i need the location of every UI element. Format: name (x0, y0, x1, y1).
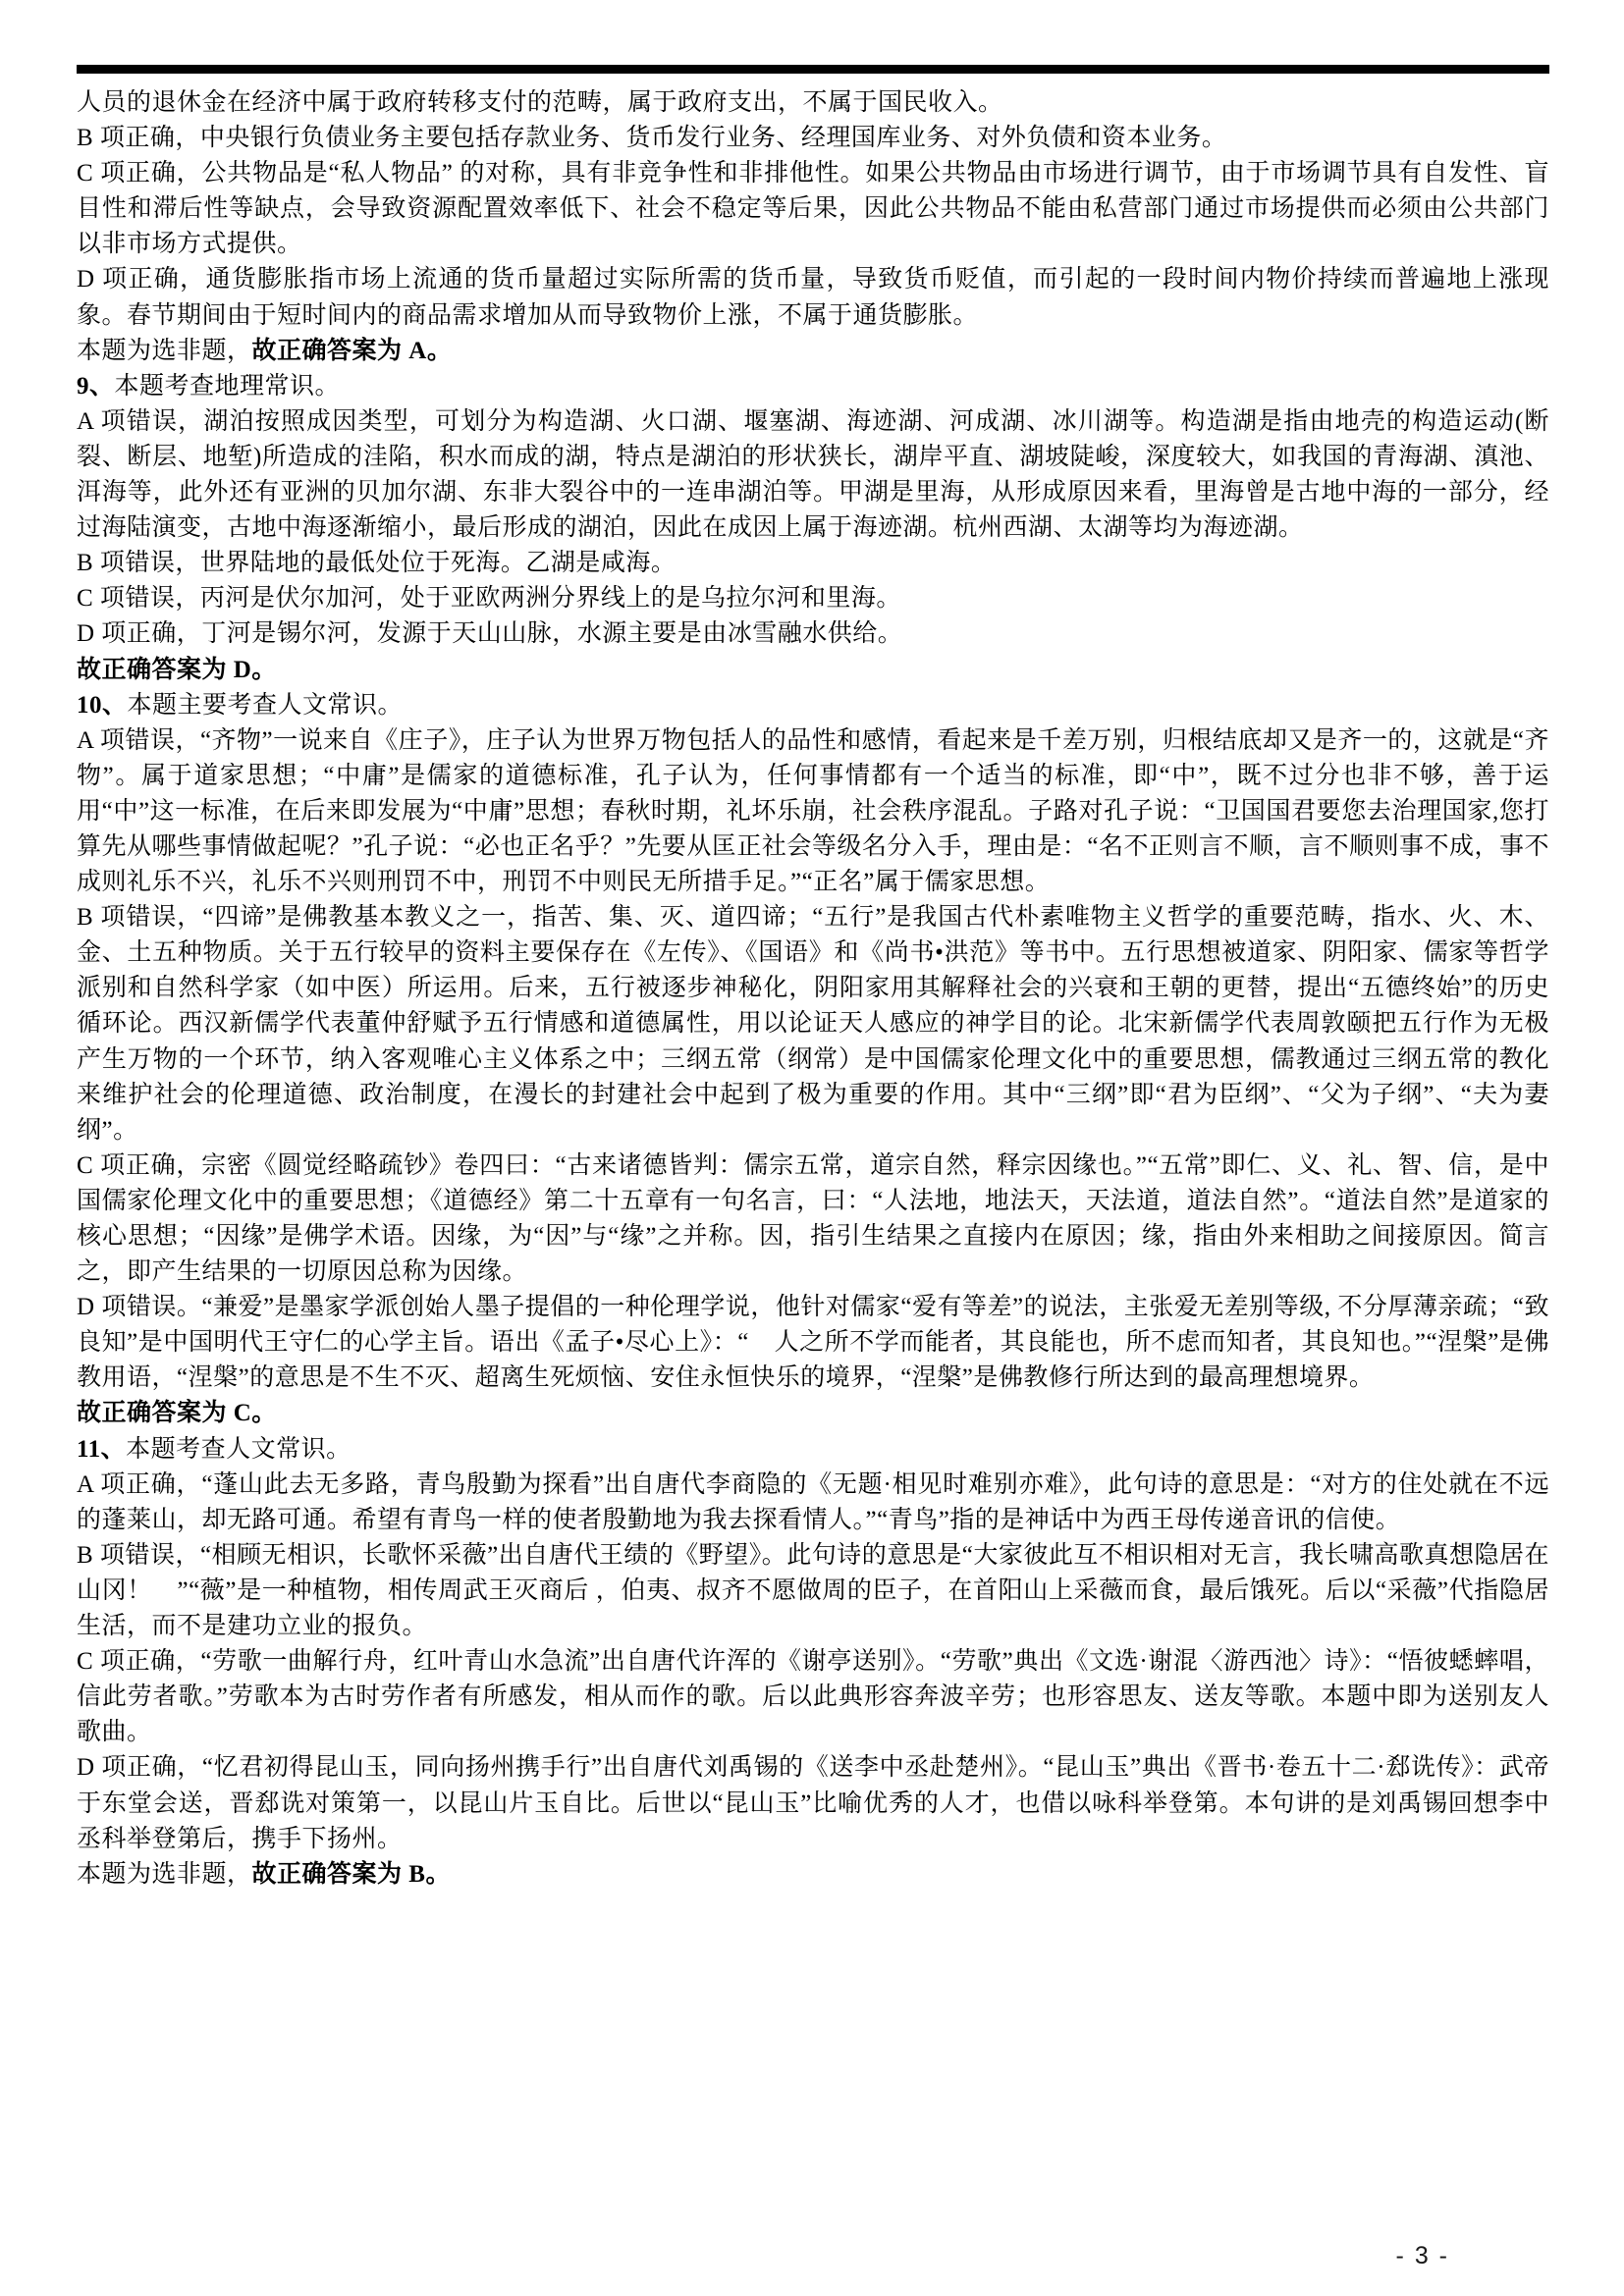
paragraph (77, 1148, 1549, 1290)
paragraph (77, 369, 1549, 404)
text-segment: 本题为选非题， (77, 337, 252, 364)
text-segment: D 项正确，丁河是锡尔河，发源于天山山脉，水源主要是由冰雪融水供给。 (77, 620, 903, 648)
answer-emphasis: 11、 (77, 1435, 127, 1463)
paragraph (77, 688, 1549, 723)
answer-emphasis: 10、 (77, 691, 128, 719)
text-segment: 本题考查地理常识。 (114, 372, 341, 400)
paragraph (77, 581, 1549, 616)
paragraph (77, 1468, 1549, 1538)
header-double-rule (77, 65, 1549, 74)
paragraph (77, 156, 1549, 262)
paragraph (77, 1396, 1549, 1431)
paragraph (77, 1538, 1549, 1644)
text-segment: D 项正确，通货膨胀指市场上流通的货币量超过实际所需的货币量，导致货币贬值，而引起的一段时间内物价持续而普遍地上涨现象。春节期间由于短时间内的商品需求增加从而导致物价上涨，不属于通货膨胀。 (77, 266, 1549, 329)
paragraph (77, 262, 1549, 333)
paragraph (77, 1432, 1549, 1468)
text-segment: D 项正确，“忆君初得昆山玉，同向扬州携手行”出自唐代刘禹锡的《送李中丞赴楚州》。“昆山玉”典出《晋书·卷五十二·郄诜传》：武帝于东堂会送，晋郄诜对策第一，以昆山片玉自比。后世以“昆山玉”比喻优秀的人才，也借以咏科举登第。本句讲的是刘禹锡回想李中丞科举登第后，携手下扬州。 (77, 1754, 1549, 1852)
text-segment: B 项错误，世界陆地的最低处位于死海。乙湖是咸海。 (77, 550, 677, 577)
text-segment: 本题考查人文常识。 (126, 1435, 352, 1463)
text-segment: A 项错误，湖泊按照成因类型，可划分为构造湖、火口湖、堰塞湖、海迹湖、河成湖、冰川湖等。构造湖是指由地壳的构造运动(断裂、断层、地堑)所造成的洼陷，积水而成的湖，特点是湖泊的形状狭长，湖岸平直、湖坡陡峻，深度较大，如我国的青海湖、滇池、洱海等，此外还有亚洲的贝加尔湖、东非大裂谷中的一连串湖泊等。甲湖是里海，从形成原因来看，里海曾是古地中海的一部分，经过海陆演变，古地中海逐渐缩小，最后形成的湖泊，因此在成因上属于海迹湖。杭州西湖、太湖等均为海迹湖。 (77, 407, 1549, 542)
document-body (77, 85, 1549, 1893)
paragraph (77, 546, 1549, 581)
text-segment: B 项错误，“四谛”是佛教基本教义之一，指苦、集、灭、道四谛；“五行”是我国古代朴素唯物主义哲学的重要范畴，指水、火、木、金、土五种物质。关于五行较早的资料主要保存在《左传》、《国语》和《尚书•洪范》等书中。五行思想被道家、阴阳家、儒家等哲学派别和自然科学家（如中医）所运用。后来，五行被逐步神秘化，阴阳家用其解释社会的兴衰和王朝的更替，提出“五德终始”的历史循环论。西汉新儒学代表董仲舒赋予五行情感和道德属性，用以论证天人感应的神学目的论。北宋新儒学代表周敦颐把五行作为无极产生万物的一个环节，纳入客观唯心主义体系之中；三纲五常（纲常）是中国儒家伦理文化中的重要思想，儒教通过三纲五常的教化来维护社会的伦理道德、政治制度，在漫长的封建社会中起到了极为重要的作用。其中“三纲”即“君为臣纲”、“父为子纲”、“夫为妻纲”。 (77, 904, 1549, 1144)
paragraph (77, 121, 1549, 156)
text-segment: A 项正确，“蓬山此去无多路，青鸟殷勤为探看”出自唐代李商隐的《无题·相见时难别亦难》，此句诗的意思是：“对方的住处就在不远的蓬莱山，却无路可通。希望有青鸟一样的使者殷勤地为我去探看情人。”“青鸟”指的是神话中为西王母传递音讯的信使。 (77, 1470, 1549, 1533)
text-segment: 本题主要考查人文常识。 (127, 691, 404, 719)
text-segment: C 项正确，公共物品是“私人物品” 的对称，具有非竞争性和非排他性。如果公共物品由市场进行调节，由于市场调节具有自发性、盲目性和滞后性等缺点，会导致资源配置效率低下、社会不稳定等后果，因此公共物品不能由私营部门通过市场提供而必须由公共部门以非市场方式提供。 (77, 160, 1549, 258)
paragraph (77, 1750, 1549, 1856)
text-segment: A 项错误，“齐物”一说来自《庄子》，庄子认为世界万物包括人的品性和感情，看起来是千差万别，归根结底却又是齐一的，这就是“齐物”。属于道家思想；“中庸”是儒家的道德标准，孔子认为，任何事情都有一个适当的标准，即“中”，既不过分也非不够，善于运用“中”这一标准，在后来即发展为“中庸”思想；春秋时期，礼坏乐崩，社会秩序混乱。子路对孔子说：“卫国国君要您去治理国家,您打算先从哪些事情做起呢？”孔子说：“必也正名乎？”先要从匡正社会等级名分入手，理由是：“名不正则言不顺，言不顺则事不成，事不成则礼乐不兴，礼乐不兴则刑罚不中，刑罚不中则民无所措手足。”“正名”属于儒家思想。 (77, 726, 1549, 896)
paragraph (77, 85, 1549, 121)
paragraph (77, 616, 1549, 652)
paragraph (77, 900, 1549, 1148)
answer-emphasis: 故正确答案为 B。 (251, 1860, 451, 1888)
text-segment: 人员的退休金在经济中属于政府转移支付的范畴，属于政府支出，不属于国民收入。 (77, 89, 1003, 116)
text-segment: C 项错误，丙河是伏尔加河，处于亚欧两洲分界线上的是乌拉尔河和里海。 (77, 585, 901, 613)
text-segment: D 项错误。“兼爱”是墨家学派创始人墨子提倡的一种伦理学说，他针对儒家“爱有等差”的说法，主张爱无差别等级, 不分厚薄亲疏；“致良知”是中国明代王守仁的心学主旨。语出《孟子•尽心上》：“ 人之所不学而能者，其良能也，所不虑而知者，其良知也。”“涅槃”是佛教用语，“涅槃”的意思是不生不灭、超离生死烦恼、安住永恒快乐的境界，“涅槃”是佛教修行所达到的最高理想境界。 (77, 1294, 1549, 1392)
paragraph (77, 653, 1549, 688)
paragraph (77, 1290, 1549, 1396)
answer-emphasis: 9、 (77, 372, 115, 400)
paragraph (77, 723, 1549, 900)
page-number: - 3 - (1395, 2242, 1449, 2269)
text-segment: 本题为选非题， (77, 1860, 252, 1888)
answer-emphasis: 故正确答案为 D。 (77, 656, 277, 683)
paragraph (77, 404, 1549, 546)
paragraph (77, 1857, 1549, 1893)
text-segment: B 项错误，“相顾无相识，长歌怀采薇”出自唐代王绩的《野望》。此句诗的意思是“大家彼此互不相识相对无言，我长啸高歌真想隐居在山冈！ ”“薇”是一种植物，相传周武王灭商后 ，伯夷、叔齐不愿做周的臣子，在首阳山上采薇而食，最后饿死。后以“采薇”代指隐居生活，而不是建功立业的报负。 (77, 1541, 1549, 1640)
text-segment: C 项正确，宗密《圆觉经略疏钞》卷四曰：“古来诸德皆判：儒宗五常，道宗自然，释宗因缘也。”“五常”即仁、义、礼、智、信，是中国儒家伦理文化中的重要思想；《道德经》第二十五章有一句名言，曰：“人法地，地法天，天法道，道法自然”。“道法自然”是道家的核心思想；“因缘”是佛学术语。因缘，为“因”与“缘”之并称。因，指引生结果之直接内在原因；缘，指由外来相助之间接原因。简言之，即产生结果的一切原因总称为因缘。 (77, 1151, 1549, 1286)
paragraph (77, 1644, 1549, 1750)
paragraph (77, 334, 1549, 369)
text-segment: C 项正确，“劳歌一曲解行舟，红叶青山水急流”出自唐代许浑的《谢亭送别》。“劳歌”典出《文选·谢混〈游西池〉诗》：“悟彼蟋蟀唱，信此劳者歌。”劳歌本为古时劳作者有所感发，相从而作的歌。后以此典形容奔波辛劳；也形容思友、送友等歌。本题中即为送别友人歌曲。 (77, 1648, 1549, 1746)
text-segment: B 项正确，中央银行负债业务主要包括存款业务、货币发行业务、经理国库业务、对外负债和资本业务。 (77, 125, 1227, 152)
answer-emphasis: 故正确答案为 A。 (251, 337, 453, 364)
answer-emphasis: 故正确答案为 C。 (77, 1400, 277, 1427)
